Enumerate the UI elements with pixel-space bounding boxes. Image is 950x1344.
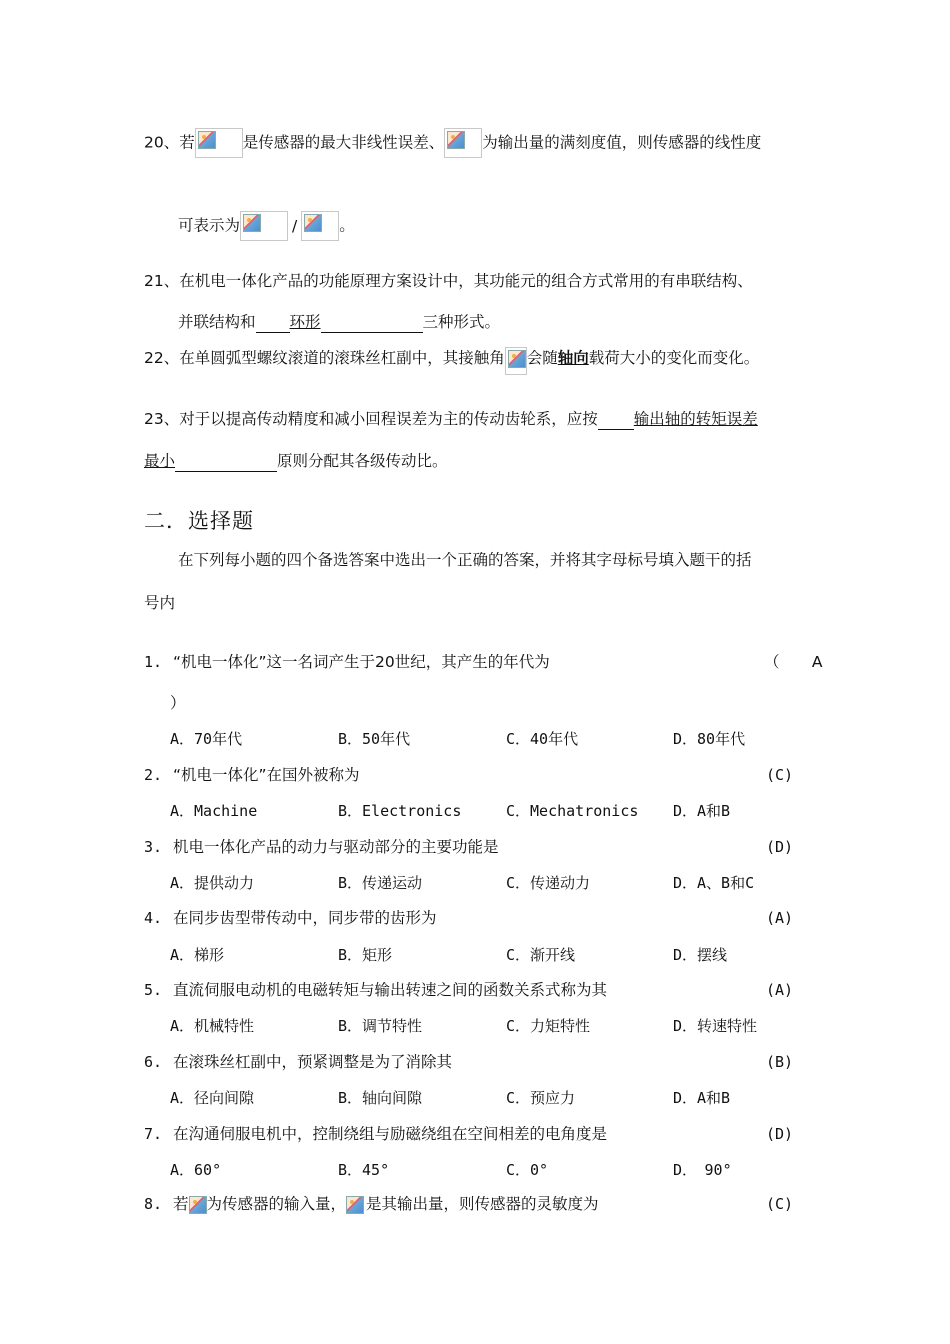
option-a: A．径向间隙 [170,1089,255,1107]
question-2: 2. “机电一体化”在国外被称为 [144,766,360,784]
answer-5: (A) [766,981,794,999]
instruction-line1: 在下列每小题的四个备选答案中选出一个正确的答案，并将其字母标号填入题干的括 [178,551,752,569]
q23-line1: 23、对于以提高传动精度和减小回程误差为主的传动齿轮系，应按 输出轴的转矩误差 [144,410,758,428]
formula-image-icon [505,347,527,375]
q23-answer: 输出轴的转矩误差 [633,410,758,428]
question-8: 8. 若 为传感器的输入量， 是其输出量，则传感器的灵敏度为 [144,1195,599,1213]
option-c: C．渐开线 [506,946,576,964]
question-1: 1. “机电一体化”这一名词产生于20世纪，其产生的年代为 [144,653,550,671]
option-c: C．0° [506,1161,549,1179]
option-c: C．40年代 [506,730,579,748]
option-c: C．Mechatronics [506,802,639,820]
answer-3: (D) [766,838,794,856]
option-b: B．传递运动 [338,874,423,892]
q20-number: 20、 [144,133,180,152]
option-a: A．70年代 [170,730,243,748]
formula-image-icon [195,128,243,158]
answer-1: （ A [764,653,827,671]
option-b: B．矩形 [338,946,393,964]
option-b: B．Electronics [338,802,462,820]
formula-image-icon [444,128,482,158]
option-a: A．60° [170,1161,222,1179]
question-3: 3. 机电一体化产品的动力与驱动部分的主要功能是 [144,838,499,856]
answer-2: (C) [766,766,794,784]
q21-line1: 21、在机电一体化产品的功能原理方案设计中，其功能元的组合方式常用的有串联结构、 [144,272,753,290]
option-d: D．A和B [673,802,731,820]
answer-4: (A) [766,909,794,927]
formula-image-icon [240,211,288,241]
q21-line2: 并联结构和 环形 三种形式。 [178,313,501,331]
option-d: D．80年代 [673,730,746,748]
option-d: D．摆线 [673,946,728,964]
option-d: D． 90° [673,1161,732,1179]
option-d: D．转速特性 [673,1017,758,1035]
option-d: D．A和B [673,1089,731,1107]
section-title: 二．选择题 [144,509,254,533]
option-a: A．梯形 [170,946,225,964]
question-7: 7. 在沟通伺服电机中，控制绕组与励磁绕组在空间相差的电角度是 [144,1125,608,1143]
instruction-line2: 号内 [144,594,176,612]
question-5: 5. 直流伺服电动机的电磁转矩与输出转速之间的函数关系式称为其 [144,981,608,999]
option-b: B．调节特性 [338,1017,423,1035]
option-b: B．45° [338,1161,390,1179]
answer-8: (C) [766,1195,794,1213]
answer-7: (D) [766,1125,794,1143]
option-c: C．力矩特性 [506,1017,591,1035]
option-a: A．Machine [170,802,258,820]
q22-line: 22、在单圆弧型螺纹滚道的滚珠丝杠副中，其接触角 会随轴向载荷大小的变化而变化。 [144,347,759,375]
question-6: 6. 在滚珠丝杠副中，预紧调整是为了消除其 [144,1053,453,1071]
option-a: A．提供动力 [170,874,255,892]
option-c: C．预应力 [506,1089,576,1107]
answer-1-close: ） [170,694,186,712]
option-d: D．A、B和C [673,874,755,892]
formula-image-icon [189,1195,207,1215]
option-c: C．传递动力 [506,874,591,892]
q23-line2: 最小 原则分配其各级传动比。 [144,452,448,470]
question-4: 4. 在同步齿型带传动中，同步带的齿形为 [144,909,437,927]
q22-answer: 轴向 [557,349,589,367]
formula-image-icon [301,211,339,241]
option-b: B．轴向间隙 [338,1089,423,1107]
answer-6: (B) [766,1053,794,1071]
option-b: B．50年代 [338,730,411,748]
formula-image-icon [346,1195,366,1215]
option-a: A．机械特性 [170,1017,255,1035]
q20-line1: 20、若 是传感器的最大非线性误差、 为输出量的满刻度值，则传感器的线性度 [144,128,761,158]
q21-answer: 环形 [289,313,321,331]
q20-line2: 可表示为 / 。 [178,211,355,241]
